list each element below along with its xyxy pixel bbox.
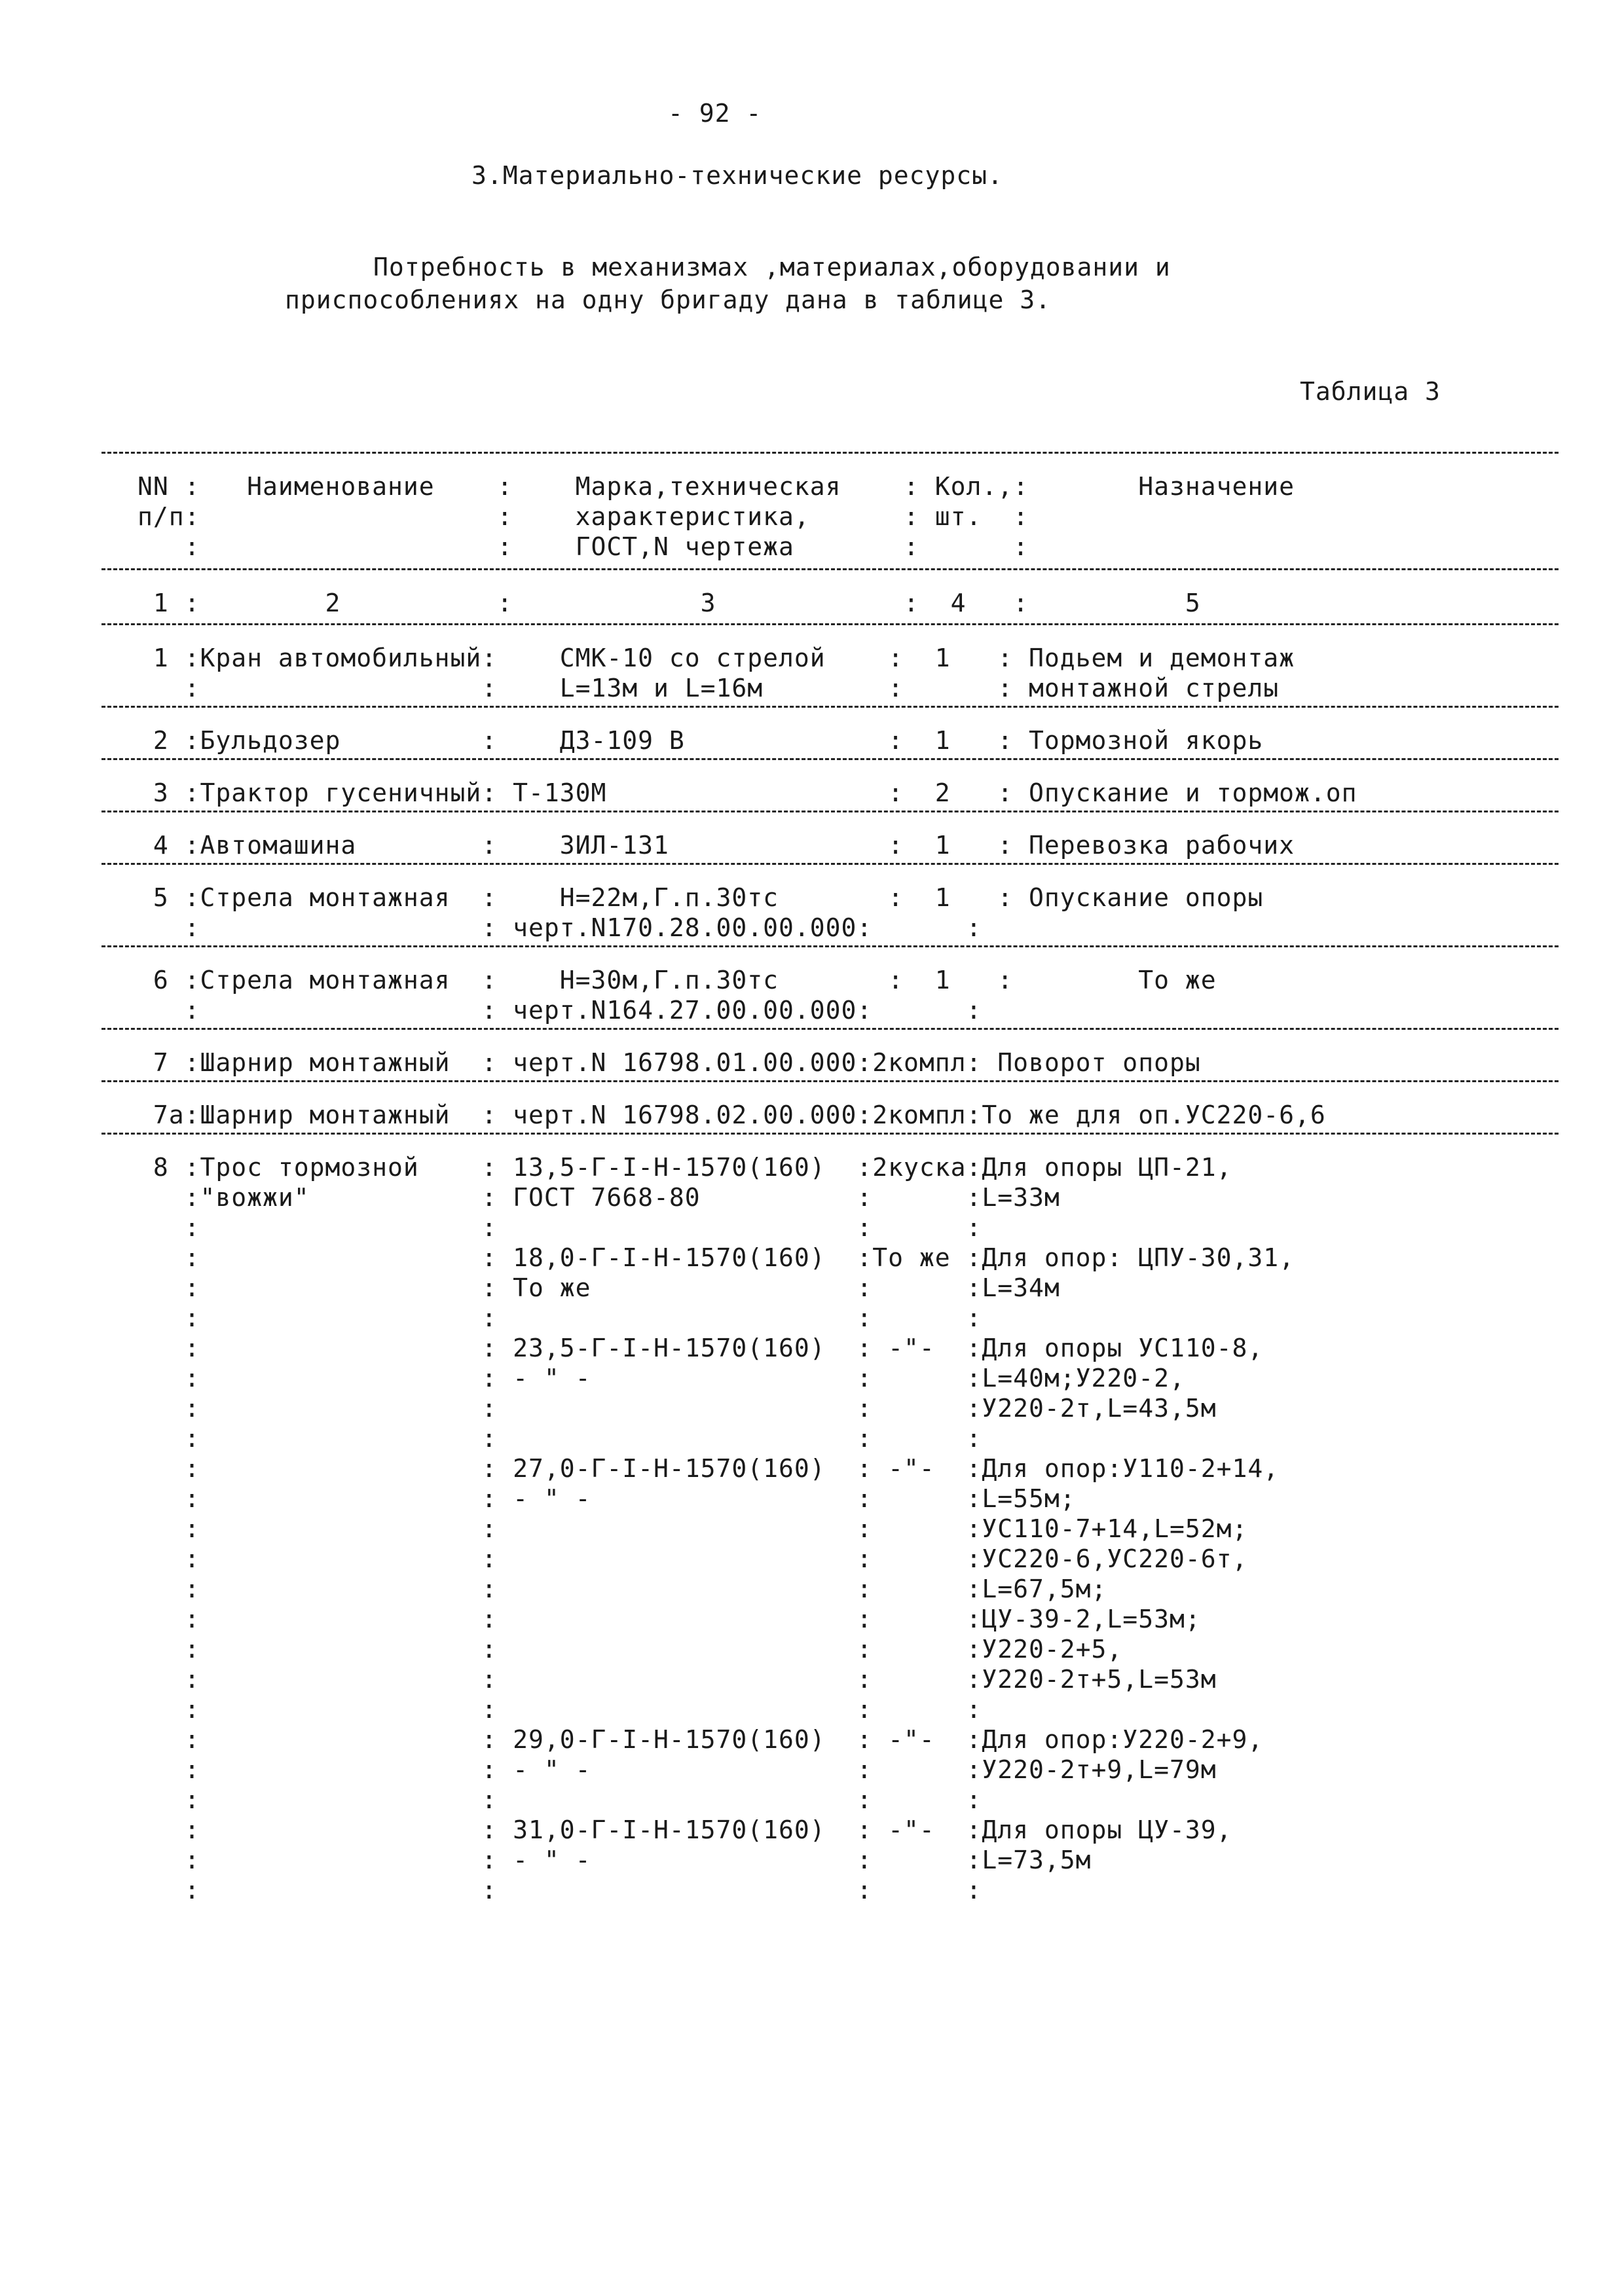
row-separator [101, 945, 1559, 947]
table-row-line: : : : : [138, 1876, 982, 1904]
table-row-line: 7а:Шарнир монтажный : черт.N 16798.02.00.000:2компл:То же для оп.УС220-6,6 [138, 1101, 1326, 1129]
table-row-line: : : : : [138, 1303, 982, 1332]
row-separator [101, 706, 1559, 708]
table-row-line: : : : : [138, 1785, 982, 1814]
table-row-line: 8 :Трос тормозной : 13,5-Г-I-Н-1570(160) :2куска:Для опоры ЦП-21, [138, 1153, 1232, 1182]
column-numbering: 1 : 2 : 3 : 4 : 5 [138, 589, 1201, 617]
table-row-line: : : 31,0-Г-I-Н-1570(160) : -"- :Для опоры ЦУ-39, [138, 1815, 1232, 1844]
table-row-line: 5 :Стрела монтажная : Н=22м,Г.п.30тс : 1 : Опускание опоры [138, 883, 1264, 912]
table-header-line: NN : Наименование : Марка,техническая : Кол.,: Назначение [138, 472, 1295, 501]
table-row-line: :"вожжи" : ГОСТ 7668-80 : :L=33м [138, 1183, 1060, 1212]
table-row-line: : : 27,0-Г-I-Н-1570(160) : -"- :Для опор:У110-2+14, [138, 1454, 1280, 1483]
table-row-line: 3 :Трактор гусеничный: Т-130М : 2 : Опускание и тормож.оп [138, 778, 1357, 807]
table-row-line: : : : :УС110-7+14,L=52м; [138, 1514, 1248, 1543]
section-title: 3.Материально-технические ресурсы. [471, 161, 1003, 190]
row-separator [101, 1133, 1559, 1135]
table-row-line: : : : :УС220-6,УС220-6т, [138, 1544, 1248, 1573]
table-row-line: 1 :Кран автомобильный: СМК-10 со стрелой : 1 : Подьем и демонтаж [138, 644, 1295, 672]
table-row-line: : : - " - : :L=40м;У220-2, [138, 1364, 1185, 1393]
table-row-line: 6 :Стрела монтажная : Н=30м,Г.п.30тс : 1 : То же [138, 966, 1217, 994]
table-row-line: 4 :Автомашина : ЗИЛ-131 : 1 : Перевозка рабочих [138, 831, 1295, 860]
table-row-line: : : - " - : :У220-2т+9,L=79м [138, 1755, 1217, 1784]
table-row-line: : : : :У220-2т,L=43,5м [138, 1394, 1217, 1423]
table-row-line: : : L=13м и L=16м : : монтажной стрелы [138, 674, 1280, 702]
numbering-rule [101, 623, 1559, 625]
table-row-line: : : : : [138, 1695, 982, 1724]
table-row-line: : : черт.N170.28.00.00.000: : [138, 913, 982, 942]
header-bottom-rule [101, 568, 1559, 570]
table-label: Таблица 3 [1300, 377, 1441, 406]
row-separator [101, 1028, 1559, 1030]
table-header-line: п/п: : характеристика, : шт. : [138, 502, 1029, 531]
table-row-line: : : 29,0-Г-I-Н-1570(160) : -"- :Для опор:У220-2+9, [138, 1725, 1264, 1754]
table-row-line: : : - " - : :L=55м; [138, 1484, 1076, 1513]
table-row-line: : : 18,0-Г-I-Н-1570(160) :То же :Для опор: ЦПУ-30,31, [138, 1243, 1295, 1272]
row-separator [101, 1080, 1559, 1082]
intro-paragraph-line-1: Потребность в механизмах ,материалах,оборудовании и [373, 253, 1171, 282]
table-row-line: 7 :Шарнир монтажный : черт.N 16798.01.00.000:2компл: Поворот опоры [138, 1048, 1201, 1077]
row-separator [101, 811, 1559, 812]
table-header-line: : : ГОСТ,N чертежа : : [138, 532, 1029, 561]
intro-paragraph-line-2: приспособлениях на одну бригаду дана в таблице 3. [285, 285, 1052, 314]
table-row-line: : : : :У220-2т+5,L=53м [138, 1665, 1217, 1694]
table-row-line: : : - " - : :L=73,5м [138, 1846, 1092, 1874]
table-row-line: : : : :ЦУ-39-2,L=53м; [138, 1605, 1201, 1633]
table-row-line: : : То же : :L=34м [138, 1273, 1060, 1302]
table-row-line: 2 :Бульдозер : ДЗ-109 В : 1 : Тормозной якорь [138, 726, 1264, 755]
table-row-line: : : : :L=67,5м; [138, 1575, 1107, 1603]
row-separator [101, 758, 1559, 760]
table-row-line: : : : : [138, 1213, 982, 1242]
table-top-rule [101, 452, 1559, 454]
row-separator [101, 863, 1559, 865]
page-number: - 92 - [668, 99, 762, 128]
table-row-line: : : : :У220-2+5, [138, 1635, 1123, 1664]
table-row-line: : : черт.N164.27.00.00.000: : [138, 996, 982, 1025]
table-row-line: : : 23,5-Г-I-Н-1570(160) : -"- :Для опоры УС110-8, [138, 1334, 1264, 1362]
table-row-line: : : : : [138, 1424, 982, 1453]
